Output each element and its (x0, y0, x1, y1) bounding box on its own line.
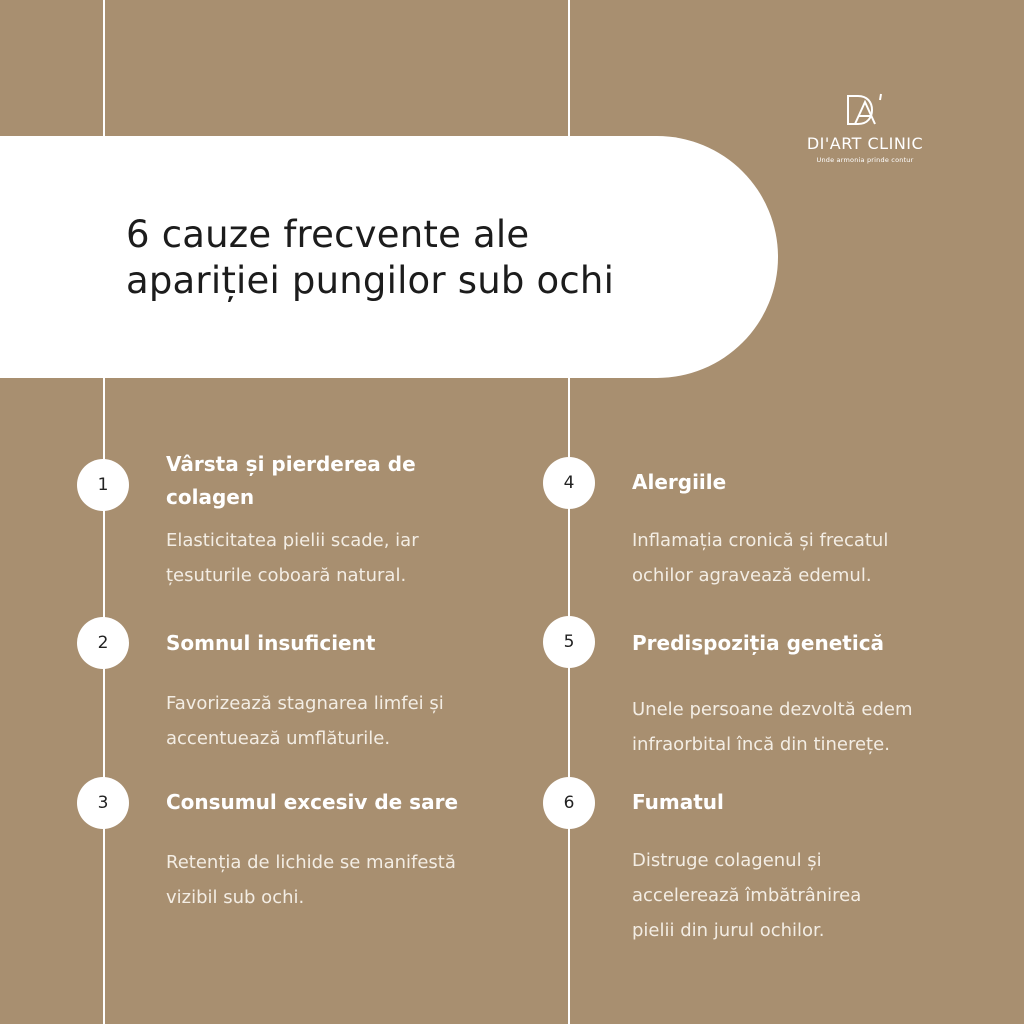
item-number-5: 5 (543, 616, 595, 668)
item-desc-4 (632, 523, 888, 593)
brand-name: DI'ART CLINIC (806, 134, 924, 153)
item-title-1-line-1: Vârsta și pierderea de (166, 452, 416, 476)
item-desc-4-line-2: ochilor agravează edemul. (632, 565, 872, 586)
item-number-6: 6 (543, 777, 595, 829)
title-line-2: apariției pungilor sub ochi (126, 259, 615, 302)
item-title-1 (166, 448, 416, 514)
item-number-2: 2 (77, 617, 129, 669)
item-number-1: 1 (77, 459, 129, 511)
item-desc-4-line-1: Inflamația cronică și frecatul (632, 530, 889, 551)
item-desc-1 (166, 523, 419, 593)
item-desc-3-line-2: vizibil sub ochi. (166, 887, 305, 908)
item-desc-5-line-2: infraorbital încă din tinerețe. (632, 734, 890, 755)
item-number-4: 4 (543, 457, 595, 509)
item-title-5: Predispoziția genetică (632, 631, 885, 655)
page-title (126, 212, 614, 304)
item-title-6: Fumatul (632, 790, 724, 814)
item-desc-2-line-2: accentuează umflăturile. (166, 728, 391, 749)
item-desc-2 (166, 686, 444, 756)
item-title-4: Alergiile (632, 470, 727, 494)
title-line-1: 6 cauze frecvente ale (126, 213, 530, 256)
item-desc-3 (166, 845, 456, 915)
item-desc-5 (632, 692, 913, 762)
item-title-2: Somnul insuficient (166, 631, 376, 655)
item-desc-2-line-1: Favorizează stagnarea limfei și (166, 693, 444, 714)
item-desc-6-line-2: accelerează îmbătrânirea (632, 885, 862, 906)
item-desc-1-line-1: Elasticitatea pielii scade, iar (166, 530, 419, 551)
brand-logo (760, 92, 970, 164)
item-desc-1-line-2: țesuturile coboară natural. (166, 565, 407, 586)
brand-tagline: Unde armonia prinde contur (816, 156, 914, 164)
item-title-1-line-2: colagen (166, 485, 255, 509)
item-number-3: 3 (77, 777, 129, 829)
logo-mark-icon (842, 92, 888, 130)
item-desc-6-line-3: pielii din jurul ochilor. (632, 920, 825, 941)
item-title-3: Consumul excesiv de sare (166, 790, 459, 814)
item-desc-6-line-1: Distruge colagenul și (632, 850, 822, 871)
item-desc-3-line-1: Retenția de lichide se manifestă (166, 852, 456, 873)
item-desc-6 (632, 843, 861, 948)
item-desc-5-line-1: Unele persoane dezvoltă edem (632, 699, 913, 720)
